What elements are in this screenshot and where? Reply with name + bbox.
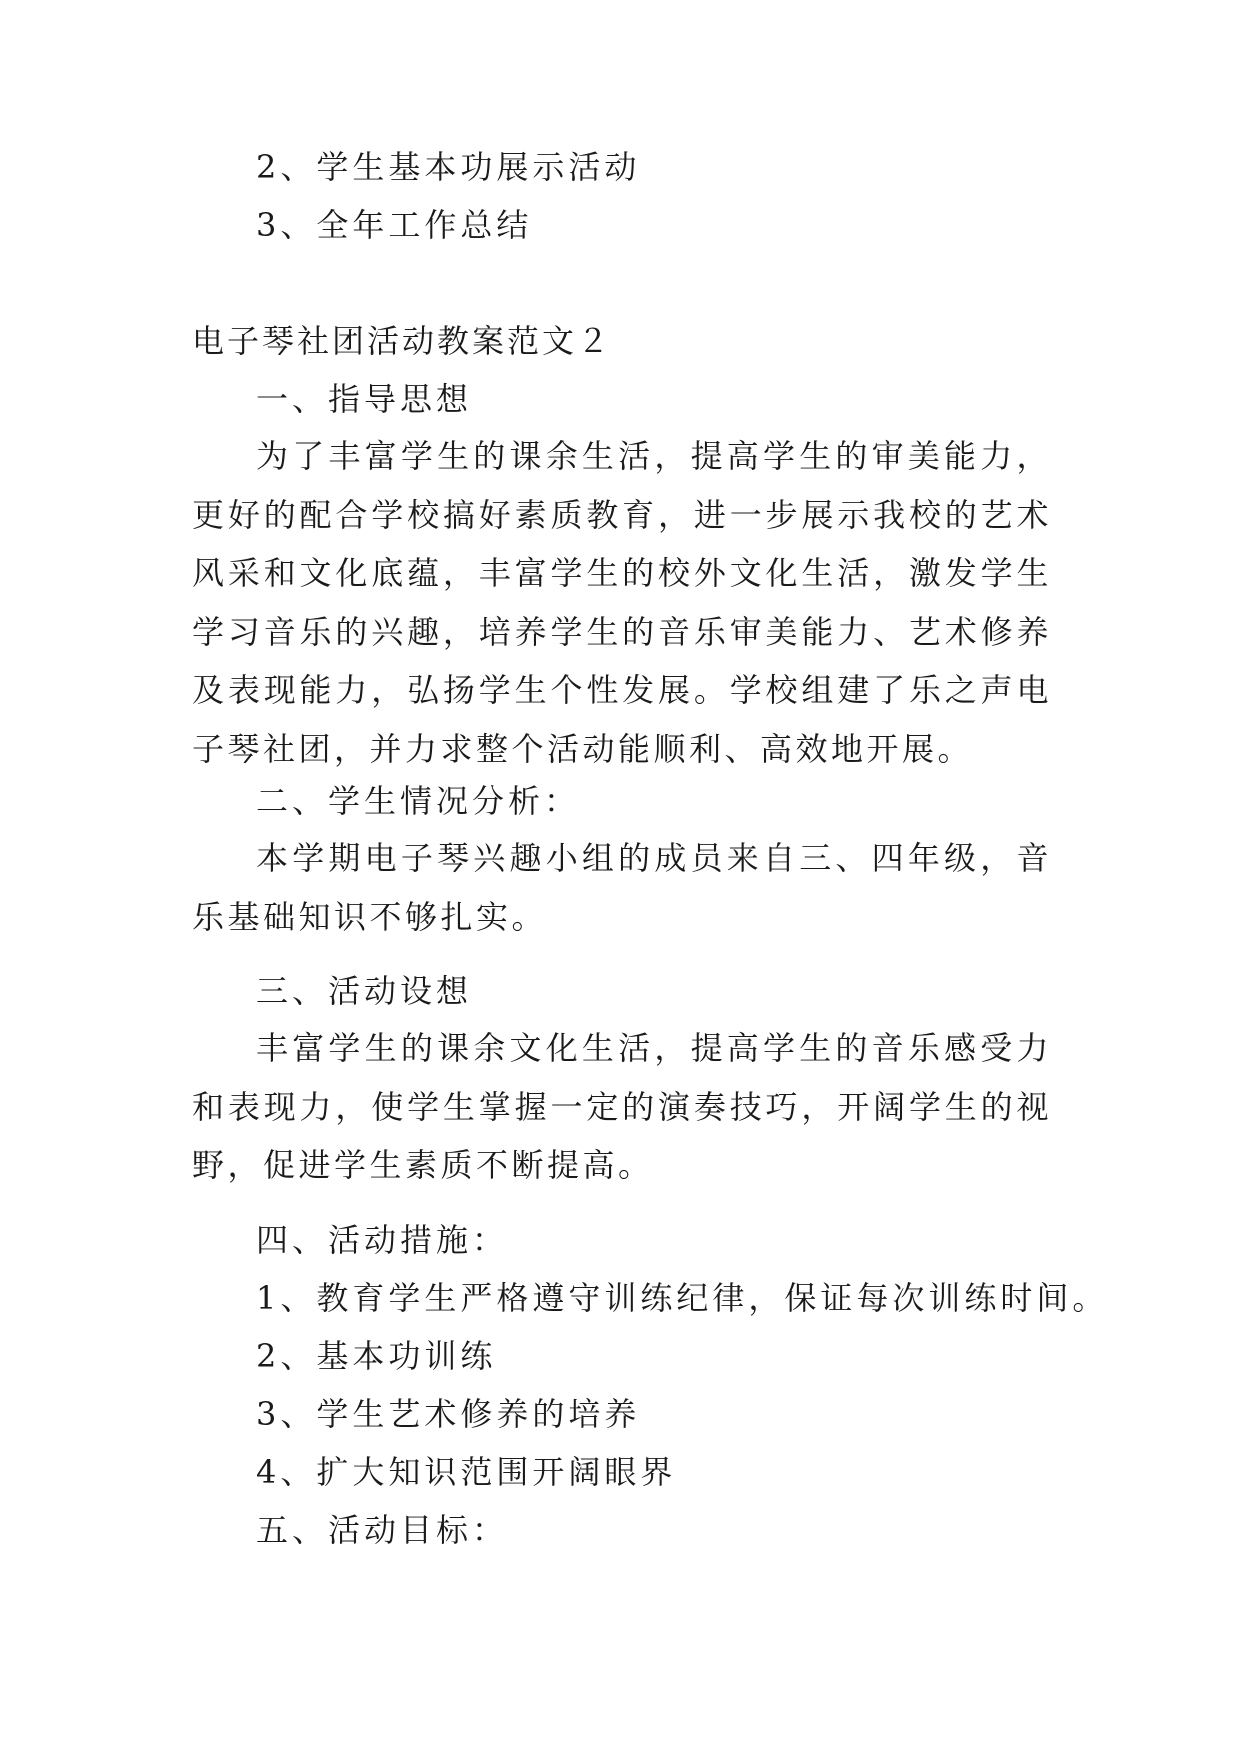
section-heading-activity-goals: 五、活动目标： — [256, 1511, 509, 1549]
section-body-guiding-thought: 为了丰富学生的课余生活，提高学生的审美能力，更好的配合学校搞好素质教育，进一步展示我校的艺术风采和文化底蕴，丰富学生的校外文化生活，激发学生学习音乐的兴趣，培养学生的音乐审美能力、艺术修养及表现能力，弘扬学生个性发展。学校组建了乐之声电子琴社团，并力求整个活动能顺利、高效地开展。 — [192, 437, 1052, 768]
measure-item-3: 3、学生艺术修养的培养 — [256, 1395, 641, 1433]
section-body-activity-plan: 丰富学生的课余文化生活，提高学生的音乐感受力和表现力，使学生掌握一定的演奏技巧，开阔学生的视野，促进学生素质不断提高。 — [192, 1029, 1052, 1184]
section-heading-guiding-thought: 一、指导思想 — [256, 380, 473, 418]
top-list-item-2: 2、学生基本功展示活动 — [256, 148, 641, 186]
measure-item-2: 2、基本功训练 — [256, 1337, 497, 1375]
section-heading-student-analysis: 二、学生情况分析： — [256, 782, 581, 820]
section-body-student-analysis: 本学期电子琴兴趣小组的成员来自三、四年级，音乐基础知识不够扎实。 — [192, 839, 1052, 936]
document-title: 电子琴社团活动教案范文２ — [192, 322, 613, 360]
section-heading-activity-measures: 四、活动措施： — [256, 1221, 509, 1259]
measure-item-4: 4、扩大知识范围开阔眼界 — [256, 1453, 677, 1491]
measure-item-1: 1、教育学生严格遵守训练纪律，保证每次训练时间。 — [256, 1279, 1109, 1317]
section-heading-activity-plan: 三、活动设想 — [256, 972, 473, 1010]
top-list-item-3: 3、全年工作总结 — [256, 206, 533, 244]
